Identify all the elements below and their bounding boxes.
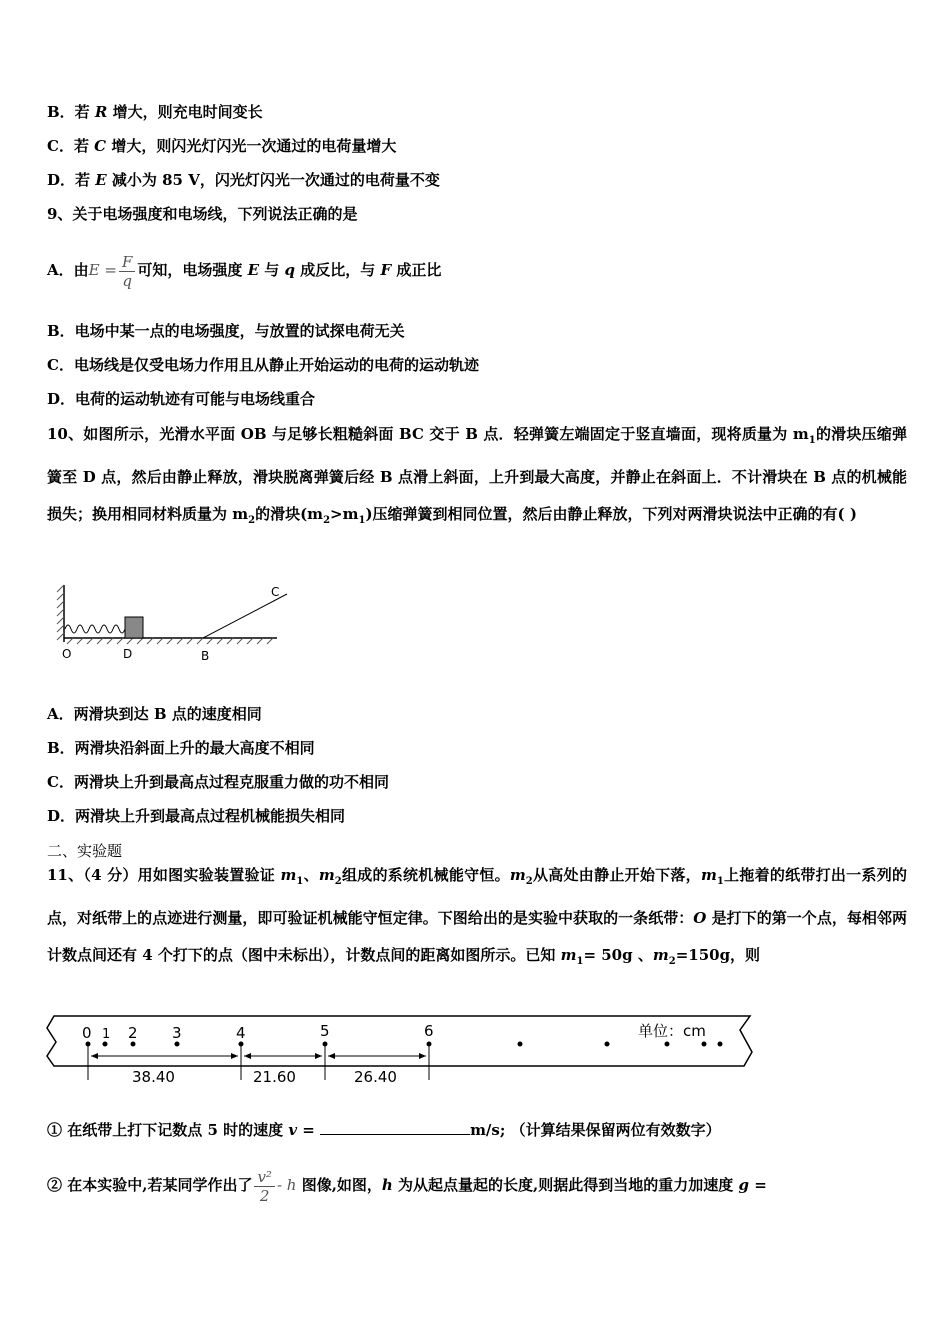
tape-dot <box>103 1042 108 1047</box>
q11-stem: 11、（4 分）用如图实验装置验证 $m_1$、$m_2$组成的系统机械能守恒。$m_2$从高处由静止开始下落，$m_1$上拖着的纸带打出一系列的点，对纸带上的点迹进行测量，即可验证机械能守恒定律。下图给出的是实验中获取的一条纸带：O 是打下的第一个点，每相邻两计数点间还有 4 个打下的点（图中未标出），计数点间的距离如图所示。已知 $m_1= 50g$ 、$m_2=150g$，则 <box>47 866 907 967</box>
q9-stem: 9、关于电场强度和电场线，下列说法正确的是 <box>47 205 358 223</box>
slider-block <box>125 617 143 638</box>
label-d: D <box>123 647 133 661</box>
point-label: 4 <box>236 1024 246 1042</box>
q11-part1: ① 在纸带上打下记数点 5 时的速度 v = m/s; （计算结果保留两位有效数字） <box>47 1121 721 1139</box>
tape-dot <box>131 1042 136 1047</box>
formula-fraction: $\frac{\text{v²}}{2}$ <box>254 1168 275 1205</box>
q9-option-d: D．电荷的运动轨迹有可能与电场线重合 <box>47 390 316 408</box>
label-o: O <box>62 647 72 661</box>
label-c: C <box>271 585 280 599</box>
distance-label: 21.60 <box>253 1068 296 1084</box>
point-label: 2 <box>128 1024 138 1042</box>
tape-dot <box>718 1042 723 1047</box>
q10-option-d: D．两滑块上升到最高点过程机械能损失相同 <box>47 807 346 825</box>
tape-dot <box>605 1042 610 1047</box>
label-b: B <box>201 649 210 662</box>
q10-stem: 10、如图所示，光滑水平面 OB 与足够长粗糙斜面 BC 交于 B 点．轻弹簧左端固定于竖直墙面，现将质量为 $m_1$的滑块压缩弹簧至 D 点，然后由静止释放，滑块脱离弹簧后经 B 点滑上斜面，上升到最大高度，并静止在斜面上．不计滑块在 B 点的机械能损失；换用相同材料质量为 $m_2$的滑块$(m_2>m_1)$压缩弹簧到相同位置，然后由静止释放，下列对两滑块说法中正确的有( ) <box>47 425 907 526</box>
spring-incline-figure <box>55 580 300 662</box>
formula-fraction: $\frac{F}{q}$ <box>119 253 135 290</box>
point-label: 3 <box>172 1024 182 1042</box>
tape-dot <box>665 1042 670 1047</box>
q8-option-b: B．若 R 增大，则充电时间变长 <box>47 103 263 121</box>
q8-option-c: C．若 C 增大，则闪光灯闪光一次通过的电荷量增大 <box>47 137 397 155</box>
answer-blank <box>320 1120 470 1135</box>
q10-option-b: B．两滑块沿斜面上升的最大高度不相同 <box>47 739 315 757</box>
q11-part2: ② 在本实验中,若某同学作出了 $\frac{\text{v²}}{2}$ - h 图像,如图，h 为从起点量起的长度,则据此得到当地的重力加速度 g = <box>47 1167 767 1205</box>
point-label: 0 <box>82 1024 92 1042</box>
tape-dot <box>702 1042 707 1047</box>
paper-tape-figure <box>44 1012 756 1084</box>
tape-dot <box>175 1042 180 1047</box>
q9-option-b: B．电场中某一点的电场强度，与放置的试探电荷无关 <box>47 322 405 340</box>
distance-label: 38.40 <box>132 1068 175 1084</box>
section-heading: 二、实验题 <box>47 842 123 860</box>
q10-option-c: C．两滑块上升到最高点过程克服重力做的功不相同 <box>47 773 389 791</box>
point-label: 5 <box>320 1022 330 1040</box>
q9-option-a: A．由E = $\frac{F}{q}$ 可知，电场强度 E 与 q 成反比，与 F 成正比 <box>47 252 442 290</box>
tape-dot <box>518 1042 523 1047</box>
unit-label: 单位：cm <box>638 1022 706 1040</box>
distance-label: 26.40 <box>354 1068 397 1084</box>
formula-lhs: E = <box>88 261 117 279</box>
point-label: 6 <box>424 1022 434 1040</box>
q10-option-a: A．两滑块到达 B 点的速度相同 <box>47 705 262 723</box>
q8-option-d: D．若 E 减小为 85 V，闪光灯闪光一次通过的电荷量不变 <box>47 171 440 189</box>
point-label: 1 <box>102 1027 111 1042</box>
incline-bc <box>203 594 287 638</box>
q9-option-c: C．电场线是仅受电场力作用且从静止开始运动的电荷的运动轨迹 <box>47 356 479 374</box>
